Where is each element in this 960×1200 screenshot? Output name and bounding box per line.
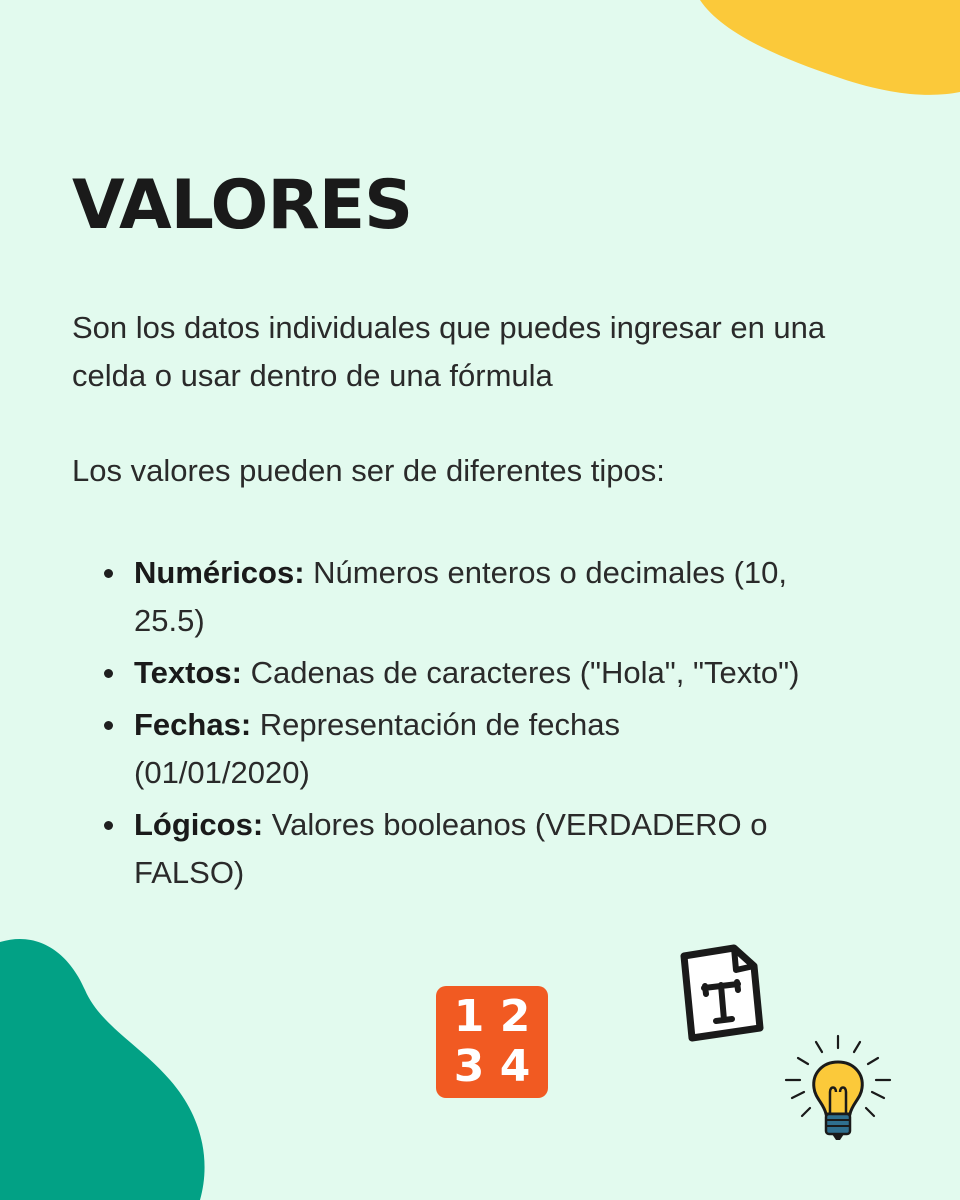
digit: 3	[453, 1041, 485, 1092]
type-description: Valores booleanos (VERDADERO o FALSO)	[134, 807, 768, 890]
type-description: Cadenas de caracteres ("Hola", "Texto")	[250, 655, 800, 690]
digit: 1	[453, 991, 485, 1042]
list-item	[104, 701, 804, 797]
numbers-icon	[436, 986, 548, 1098]
type-description: Representación de fechas (01/01/2020)	[134, 707, 620, 790]
type-term: Numéricos:	[134, 555, 305, 590]
list-item	[104, 549, 804, 645]
text-file-icon	[676, 944, 766, 1042]
types-lead-text: Los valores pueden ser de diferentes tipos:	[72, 453, 665, 488]
decorative-yellow-blob	[690, 0, 960, 100]
list-item	[104, 649, 804, 697]
page-title: VALORES	[72, 166, 413, 245]
type-description: Números enteros o decimales (10, 25.5)	[134, 555, 787, 638]
types-list	[104, 549, 804, 901]
list-item	[104, 801, 804, 897]
type-term: Lógicos:	[134, 807, 264, 842]
digit: 2	[499, 991, 531, 1042]
decorative-green-blob	[0, 930, 210, 1200]
type-term: Fechas:	[134, 707, 252, 742]
lightbulb-icon	[780, 1030, 896, 1146]
intro-text: Son los datos individuales que puedes ingresar en una celda o usar dentro de una fórmula	[72, 310, 826, 393]
type-term: Textos:	[134, 655, 242, 690]
digit: 4	[499, 1041, 531, 1092]
